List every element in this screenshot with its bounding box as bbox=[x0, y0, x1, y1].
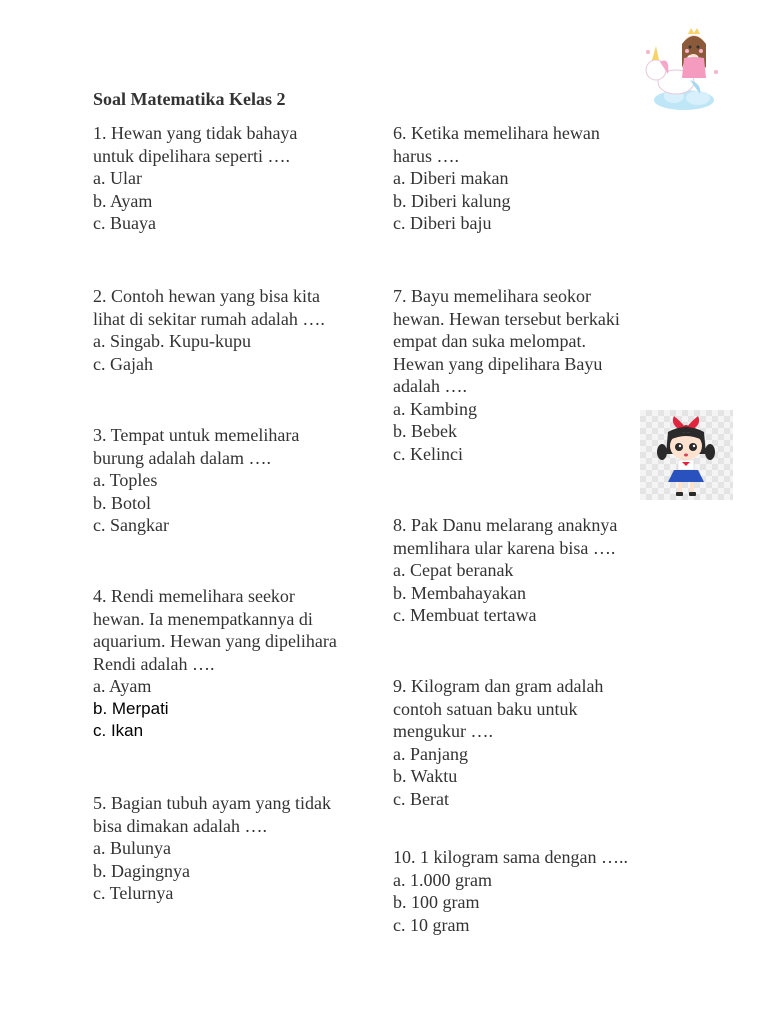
question-text: aquarium. Hewan yang dipelihara bbox=[93, 631, 337, 651]
option-a: a. Diberi makan bbox=[393, 168, 509, 188]
question-text: adalah …. bbox=[393, 376, 467, 396]
question-text: 9. Kilogram dan gram adalah bbox=[393, 676, 604, 696]
question-text: empat dan suka melompat. bbox=[393, 331, 586, 351]
question-text: memlihara ular karena bisa …. bbox=[393, 537, 616, 558]
option-c: c. Telurnya bbox=[93, 883, 174, 903]
question-text: Rendi adalah …. bbox=[93, 653, 215, 674]
question-4 bbox=[93, 585, 383, 743]
question-text: 3. Tempat untuk memelihara bbox=[93, 425, 300, 445]
question-text: Hewan yang dipelihara Bayu bbox=[393, 353, 603, 374]
question-text: 1. Hewan yang tidak bahaya bbox=[93, 123, 298, 143]
question-10 bbox=[393, 846, 683, 936]
option-a: a. Kambing bbox=[393, 398, 477, 419]
option-a: a. Cepat beranak bbox=[393, 560, 514, 580]
option-c: c. Diberi baju bbox=[393, 213, 492, 233]
option-b: b. Membahayakan bbox=[393, 582, 526, 603]
option-b: b. Botol bbox=[93, 492, 152, 513]
question-text: bisa dimakan adalah …. bbox=[93, 815, 267, 836]
option-a: a. Ular bbox=[93, 168, 142, 188]
question-text: contoh satuan baku untuk bbox=[393, 698, 578, 719]
option-b: b. 100 gram bbox=[393, 892, 480, 912]
question-text: 2. Contoh hewan yang bisa kita bbox=[93, 286, 320, 306]
question-text: 6. Ketika memelihara hewan bbox=[393, 123, 600, 143]
option-a: a. Ayam bbox=[93, 676, 152, 696]
option-c: c. Buaya bbox=[93, 213, 156, 233]
option-a: a. Toples bbox=[93, 470, 158, 490]
option-b: b. Diberi kalung bbox=[393, 190, 511, 211]
question-1 bbox=[93, 122, 383, 235]
question-text: untuk dipelihara seperti …. bbox=[93, 145, 290, 166]
option-c: c. 10 gram bbox=[393, 914, 470, 935]
question-text: burung adalah dalam …. bbox=[93, 447, 271, 468]
option-b: b. Waktu bbox=[393, 766, 458, 786]
option-a: a. Panjang bbox=[393, 743, 468, 764]
option-c: c. Sangkar bbox=[93, 515, 169, 535]
question-text: 4. Rendi memelihara seekor bbox=[93, 586, 295, 606]
question-text: hewan. Ia menempatkannya di bbox=[93, 608, 313, 629]
option-c: c. Membuat tertawa bbox=[393, 605, 537, 625]
option-b: b. Dagingnya bbox=[93, 860, 190, 881]
option-c: c. Berat bbox=[393, 788, 449, 809]
option-a: a. Singab. Kupu-kupu bbox=[93, 331, 251, 351]
option-b: b. Merpati bbox=[93, 698, 169, 718]
question-text: 5. Bagian tubuh ayam yang tidak bbox=[93, 793, 331, 813]
option-b: b. Bebek bbox=[393, 421, 457, 441]
question-3 bbox=[93, 424, 383, 537]
option-a: a. Bulunya bbox=[93, 838, 171, 858]
question-text: 7. Bayu memelihara seokor bbox=[393, 286, 591, 306]
question-8 bbox=[393, 514, 683, 627]
option-c: c. Kelinci bbox=[393, 443, 463, 464]
question-text: lihat di sekitar rumah adalah …. bbox=[93, 308, 325, 329]
question-9 bbox=[393, 675, 683, 810]
option-a: a. 1.000 gram bbox=[393, 869, 492, 890]
option-c: c. Gajah bbox=[93, 353, 153, 374]
doll-illustration bbox=[640, 410, 733, 500]
question-text: hewan. Hewan tersebut berkaki bbox=[393, 308, 620, 329]
question-5 bbox=[93, 792, 383, 905]
question-text: 10. 1 kilogram sama dengan ….. bbox=[393, 847, 628, 867]
question-text: mengukur …. bbox=[393, 721, 493, 741]
unicorn-girl-illustration bbox=[640, 22, 728, 114]
option-c: c. Ikan bbox=[93, 721, 144, 740]
question-text: harus …. bbox=[393, 145, 459, 166]
option-b: b. Ayam bbox=[93, 190, 153, 211]
page-title: Soal Matematika Kelas 2 bbox=[93, 89, 286, 109]
question-2 bbox=[93, 285, 383, 375]
question-6 bbox=[393, 122, 683, 235]
question-text: 8. Pak Danu melarang anaknya bbox=[393, 515, 618, 535]
